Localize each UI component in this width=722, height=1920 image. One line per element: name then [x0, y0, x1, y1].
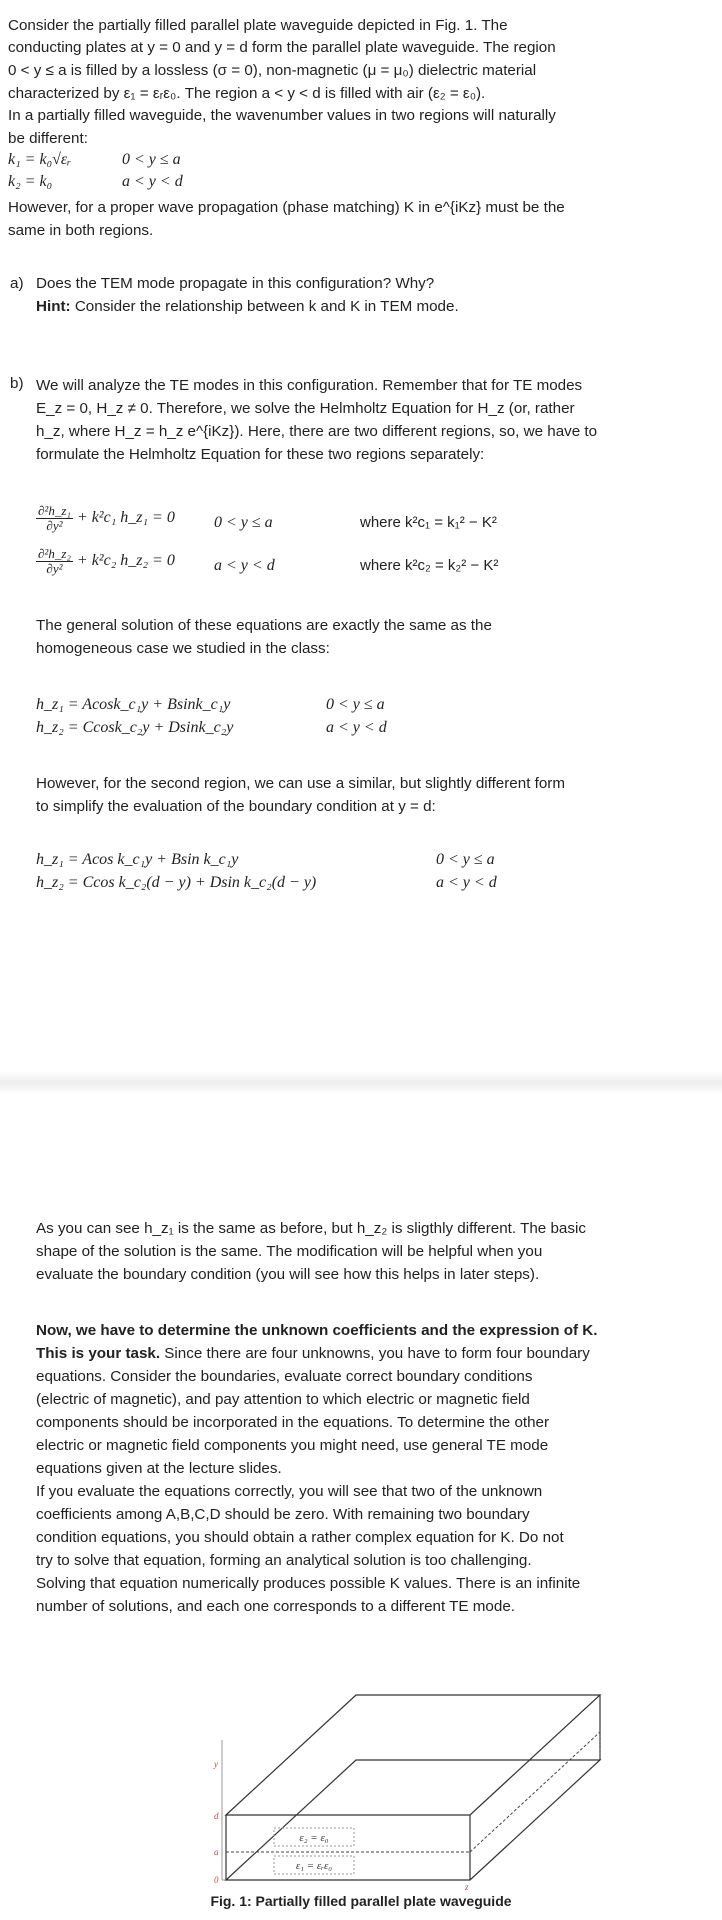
intro-line-7: However, for a proper wave propagation (phase matching) K in e^{iKz} must be the [8, 199, 565, 216]
task-line-13: number of solutions, and each one corresponds to a different TE mode. [36, 1598, 515, 1615]
intro-line-1: Consider the partially filled parallel plate waveguide depicted in Fig. 1. The [8, 17, 508, 34]
page2-line-2: shape of the solution is the same. The modification will be helpful when you [36, 1243, 543, 1260]
task-line-8: If you evaluate the equations correctly, you will see that two of the unknown [36, 1483, 543, 1500]
bottom-plate [226, 1760, 600, 1880]
eq2-range: a < y < d [214, 557, 275, 574]
task-line-6: electric or magnetic field components you might need, use general TE mode [36, 1437, 549, 1454]
however-line-1: However, for the second region, we can use a similar, but slightly different form [36, 775, 566, 792]
task-line-3: equations. Consider the boundaries, evaluate correct boundary conditions [36, 1368, 533, 1385]
alt-solution-2-range: a < y < d [436, 874, 497, 891]
figure-caption: Fig. 1: Partially filled parallel plate waveguide [210, 1893, 512, 1909]
part-a-label: a) [10, 275, 24, 292]
intro-line-4: characterized by ε₁ = εᵣε₀. The region a < y < d is filled with air (ε₂ = ε₀). [8, 85, 486, 102]
interface-right [470, 1732, 600, 1852]
general-solution-line-1: The general solution of these equations are exactly the same as the [36, 617, 492, 634]
part-b-line-2: E_z = 0, H_z ≠ 0. Therefore, we solve the Helmholtz Equation for H_z (or, rather [36, 400, 575, 417]
eq1-range: 0 < y ≤ a [214, 514, 273, 531]
task-line-4: (electric of magnetic), and pay attention to which electric or magnetic field [36, 1391, 530, 1408]
general-solution-line-2: homogeneous case we studied in the class: [36, 640, 330, 657]
eq1-fraction: $\frac{\text{∂²h\_z₁}}{\text{∂y²}}$ [38, 503, 71, 533]
solution-1-range: 0 < y ≤ a [326, 696, 385, 713]
y-label: y [214, 1759, 218, 1769]
helmholtz-eq-1: $\frac{\text{∂²h\_z₁}}{\text{∂y²}}$ + k²c₁ h_z₁ = 0 [38, 503, 175, 533]
task-line-7: equations given at the lecture slides. [36, 1460, 282, 1477]
helmholtz-eq-2: $\frac{\text{∂²h\_z₂}}{\text{∂y²}}$ + k²c₂ h_z₂ = 0 [38, 546, 175, 576]
solution-1: h_z₁ = Acosk_c₁y + Bsink_c₁y [36, 696, 231, 713]
top-plate [226, 1695, 600, 1815]
task-line-12: Solving that equation numerically produces possible K values. There is an infinite [36, 1575, 581, 1592]
k2-range: a < y < d [122, 173, 183, 190]
task-line-10: condition equations, you should obtain a rather complex equation for K. Do not [36, 1529, 564, 1546]
task-line-5: components should be incorporated in the equations. To determine the other [36, 1414, 550, 1431]
intro-line-6: be different: [8, 130, 88, 147]
solution-2: h_z₂ = Ccosk_c₂y + Dsink_c₂y [36, 719, 234, 736]
task-line-1: Now, we have to determine the unknown coefficients and the expression of K. [36, 1322, 598, 1339]
page2-line-1: As you can see h_z₁ is the same as before, but h_z₂ is sligthly different. The basic [36, 1220, 586, 1237]
part-b-label: b) [10, 375, 24, 392]
hint-text: Consider the relationship between k and K in TEM mode. [74, 298, 459, 315]
eps2-label: ε₂ = ε₀ [299, 1832, 329, 1844]
part-b-line-3: h_z, where H_z = h_z e^{iKz}). Here, there are two different regions, so, we have to [36, 423, 598, 440]
eq2-fraction: $\frac{\text{∂²h\_z₂}}{\text{∂y²}}$ [38, 546, 71, 576]
part-b-line-4: formulate the Helmholtz Equation for these two regions separately: [36, 446, 485, 463]
alt-solution-1-range: 0 < y ≤ a [436, 851, 495, 868]
d-label: d [214, 1811, 219, 1821]
part-b-line-1: We will analyze the TE modes in this configuration. Remember that for TE modes [36, 377, 583, 394]
part-a-hint [36, 298, 459, 315]
task-line-2: This is your task. Since there are four unknowns, you have to form four boundary [36, 1345, 590, 1362]
eq1-where: where k²c₁ = k₁² − K² [360, 514, 497, 531]
a-label: a [214, 1847, 219, 1857]
intro-line-3: 0 < y ≤ a is filled by a lossless (σ = 0), non-magnetic (μ = μ₀) dielectric material [8, 62, 537, 79]
part-a-question: Does the TEM mode propagate in this configuration? Why? [36, 275, 435, 292]
task-line-9: coefficients among A,B,C,D should be zero. With remaining two boundary [36, 1506, 530, 1523]
k1-range: 0 < y ≤ a [122, 151, 181, 168]
waveguide-figure [0, 1680, 722, 1890]
k1-equation: k₁ = k₀√εᵣ [8, 151, 72, 168]
eps1-label: ε₁ = εᵣε₀ [295, 1860, 333, 1872]
intro-line-2: conducting plates at y = 0 and y = d form the parallel plate waveguide. The region [8, 39, 556, 56]
eq2-where: where k²c₂ = k₂² − K² [360, 557, 499, 574]
page2-line-3: evaluate the boundary condition (you will see how this helps in later steps). [36, 1266, 540, 1283]
intro-line-5: In a partially filled waveguide, the wavenumber values in two regions will naturally [8, 107, 556, 124]
solution-2-range: a < y < d [326, 719, 387, 736]
alt-solution-1: h_z₁ = Acos k_c₁y + Bsin k_c₁y [36, 851, 239, 868]
k2-equation: k₂ = k₀ [8, 173, 53, 190]
origin-label: 0 [214, 1875, 219, 1885]
task-line-11: try to solve that equation, forming an analytical solution is too challenging. [36, 1552, 532, 1569]
alt-solution-2: h_z₂ = Ccos k_c₂(d − y) + Dsin k_c₂(d − y) [36, 874, 317, 891]
z-label: z [465, 1882, 469, 1890]
however-line-2: to simplify the evaluation of the boundary condition at y = d: [36, 798, 436, 815]
intro-line-8: same in both regions. [8, 222, 154, 239]
hint-label: Hint: [36, 298, 71, 315]
page-break [0, 1072, 722, 1094]
